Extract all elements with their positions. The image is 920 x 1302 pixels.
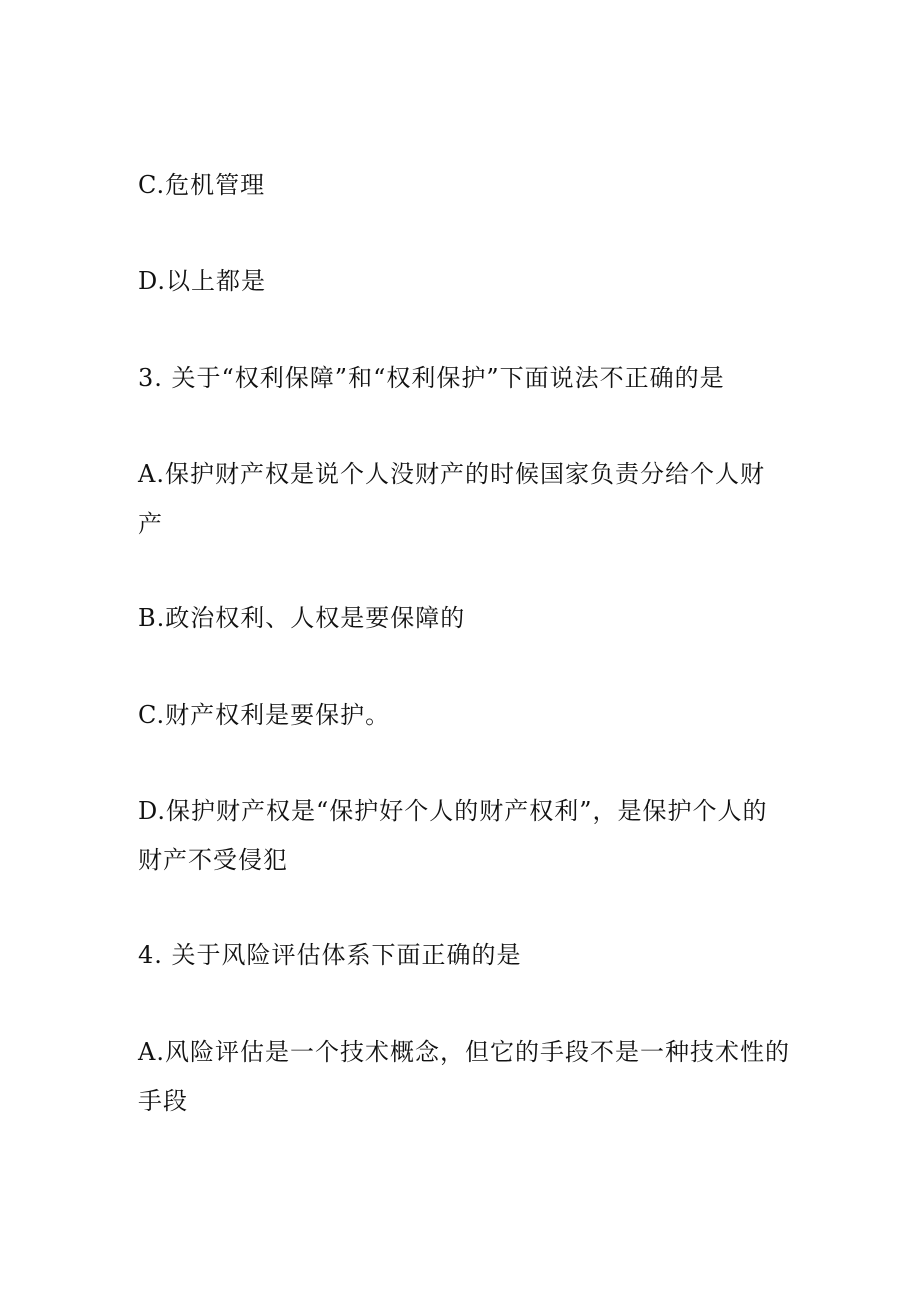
question-3: 3. 关于“权利保障”和“权利保护”下面说法不正确的是 [138,364,725,392]
option-a-q4-line2: 手段 [138,1087,188,1115]
option-c-q2: C.危机管理 [138,171,266,199]
option-b-q3: B.政治权利、人权是要保障的 [138,604,466,632]
option-c-q3: C.财产权利是要保护。 [138,701,391,729]
option-d-q3-line1: D.保护财产权是“保护好个人的财产权利”，是保护个人的 [138,797,768,825]
option-a-q3-line2: 产 [138,510,163,538]
option-d-q3-line2: 财产不受侵犯 [138,846,288,874]
option-d-q2: D.以上都是 [138,267,267,295]
option-a-q4-line1: A.风险评估是一个技术概念，但它的手段不是一种技术性的 [138,1038,790,1066]
option-a-q3-line1: A.保护财产权是说个人没财产的时候国家负责分给个人财 [138,460,765,488]
question-4: 4. 关于风险评估体系下面正确的是 [138,941,522,969]
